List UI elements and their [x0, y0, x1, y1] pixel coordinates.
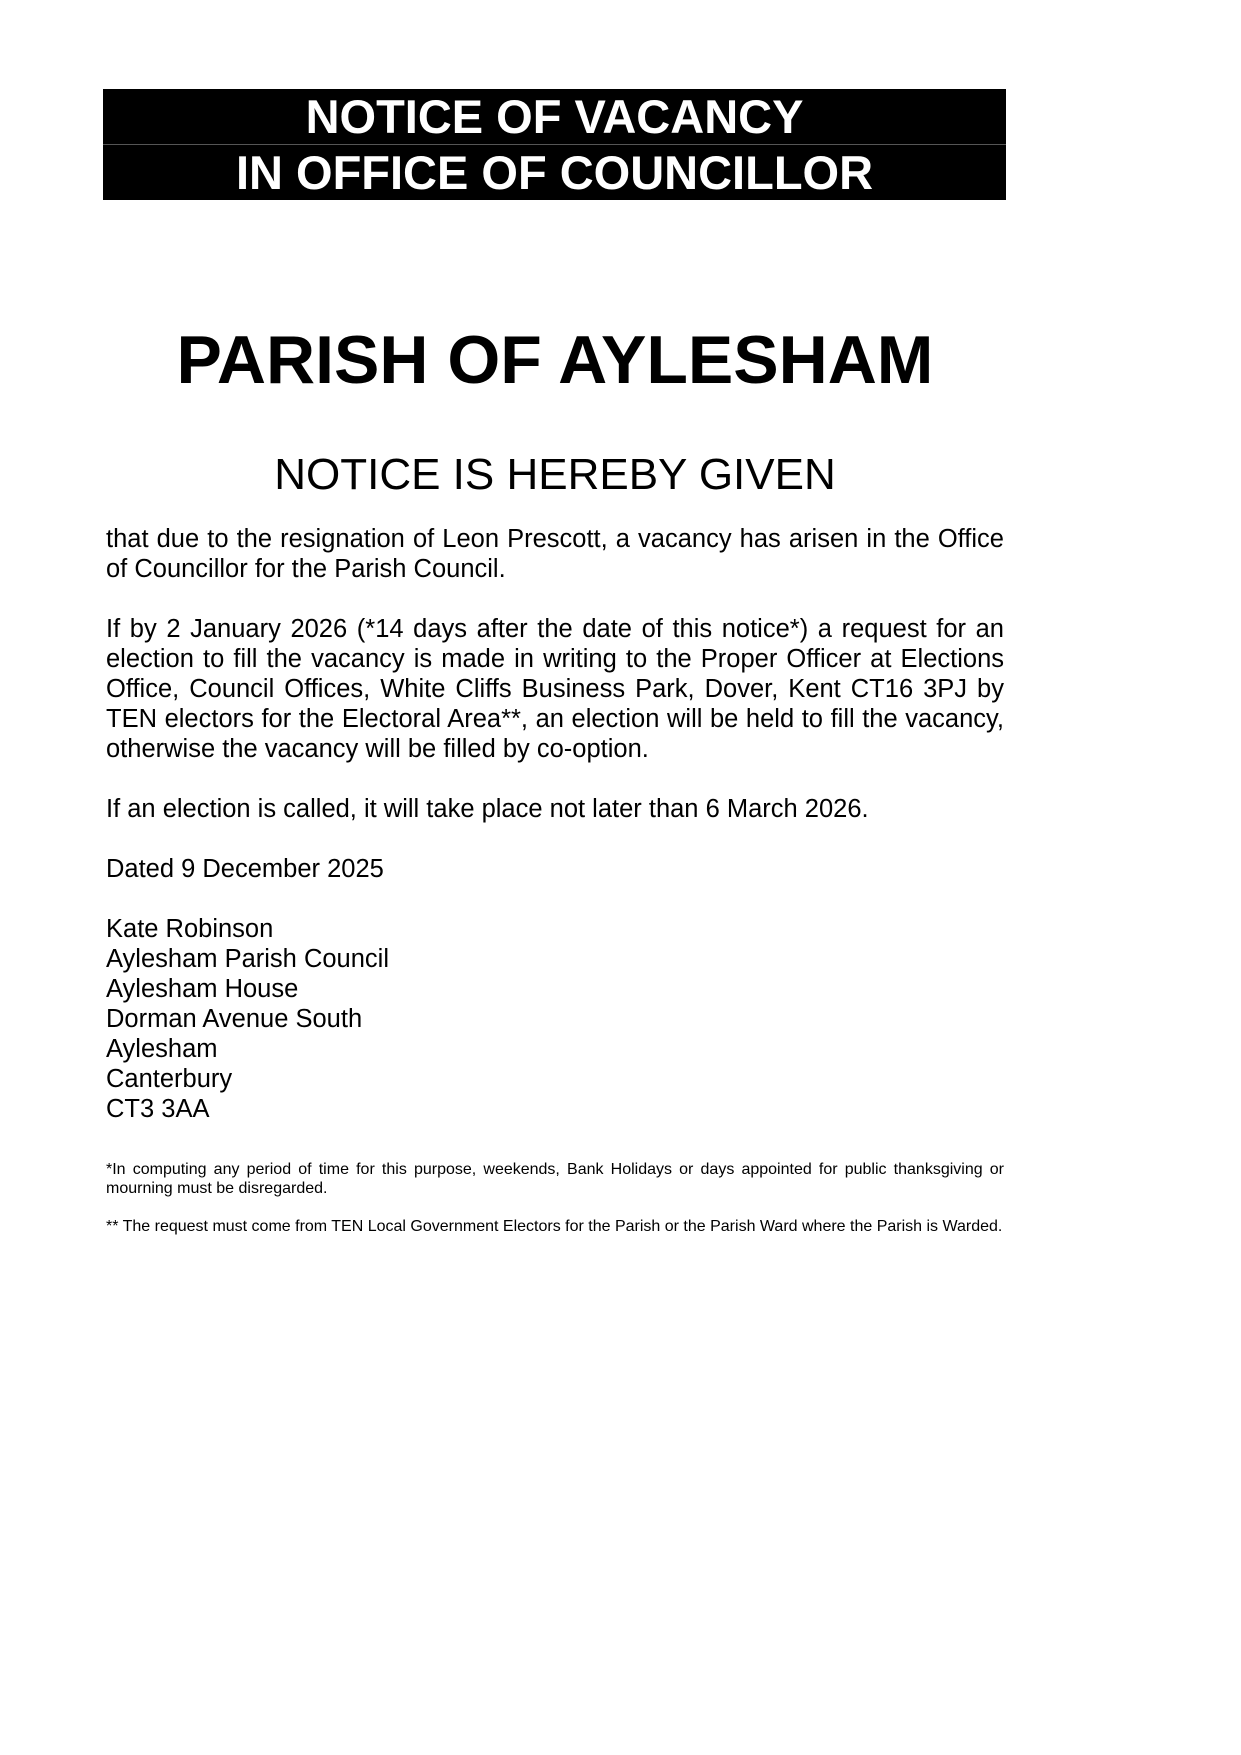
- banner-title-line-2: IN OFFICE OF COUNCILLOR: [235, 146, 874, 199]
- address-line: CT3 3AA: [106, 1095, 210, 1123]
- address-line: Aylesham: [106, 1035, 218, 1063]
- notice-body: [106, 524, 1004, 1124]
- address-line: Aylesham House: [106, 975, 299, 1003]
- election-date-paragraph: If an election is called, it will take place not later than 6 March 2026.: [106, 795, 869, 823]
- banner-title-line-1: NOTICE OF VACANCY: [103, 89, 1006, 145]
- dated-line: Dated 9 December 2025: [106, 855, 384, 883]
- notice-banner: [103, 89, 1006, 200]
- address-line: Canterbury: [106, 1065, 233, 1093]
- footnotes: [106, 1160, 1004, 1255]
- signatory-name: Kate Robinson: [106, 915, 274, 943]
- election-request-paragraph: If by 2 January 2026 (*14 days after the date of this notice*) a request for an election to fill the vacancy is made in writing to the Proper Officer at Elections Office, Council Offices, White Cliffs Business Park, Dover, Kent CT16 3PJ by TEN electors for the Electoral Area**, an election will be held to fill the vacancy, otherwise the vacancy will be filled by co-option.: [106, 615, 1004, 763]
- resignation-paragraph: that due to the resignation of Leon Prescott, a vacancy has arisen in the Office of Councillor for the Parish Council.: [106, 525, 1004, 583]
- address-line: Dorman Avenue South: [106, 1005, 363, 1033]
- parish-title: PARISH OF AYLESHAM: [176, 322, 934, 398]
- notice-subtitle: NOTICE IS HEREBY GIVEN: [274, 450, 836, 499]
- footnote-1: *In computing any period of time for this purpose, weekends, Bank Holidays or days appointed for public thanksgiving or mourning must be disregarded.: [106, 1161, 1004, 1197]
- address-line: Aylesham Parish Council: [106, 945, 389, 973]
- signatory-block: [106, 914, 1004, 1124]
- footnote-2: ** The request must come from TEN Local Government Electors for the Parish or the Parish Ward where the Parish is Warded.: [106, 1218, 1003, 1235]
